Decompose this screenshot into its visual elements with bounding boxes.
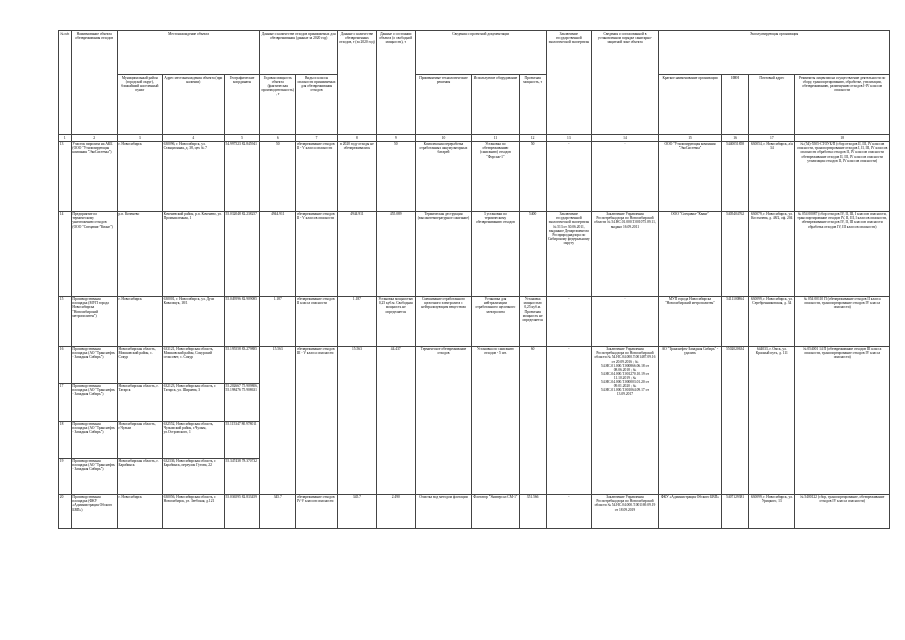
design-capacity: 50 bbox=[519, 141, 546, 211]
capacity: 50 bbox=[260, 141, 296, 211]
header-operator: Эксплуатирующая организация bbox=[659, 31, 890, 75]
table-row bbox=[59, 141, 890, 211]
technology: Очистка вод методом флотации bbox=[415, 494, 472, 528]
table-row bbox=[59, 494, 890, 528]
license: № (54)-5505-СТОУБ/П (сбор отходов II, III, IV классов опасности, транспортирование отходов I, II, III, IV классов опасности обработка отходов II, IV классов опасности обезвреживание отходов II, III, IV классов опасности утилизация отходов II, IV классов опасности) bbox=[795, 141, 890, 211]
header-row-top bbox=[59, 31, 890, 75]
district: г. Новосибирск bbox=[117, 296, 162, 346]
object-name: Производственная площадка (АО "Транснефть - Западная Сибирь") bbox=[71, 346, 117, 383]
column-number: 14 bbox=[591, 135, 658, 141]
address: 632552, Новосибирская область, Чулымский район, г.Чулым, ул.Островского, 1 bbox=[162, 421, 224, 458]
inn: 5407129381 bbox=[721, 494, 748, 528]
column-number: 7 bbox=[296, 135, 338, 141]
coordinates: 55.195558 83.279885 bbox=[224, 346, 260, 383]
equipment: 3 установки по термическому обезвреживанию отходов bbox=[472, 211, 519, 296]
object-name: Предприятие по термическому уничтожению отходов (ООО "Спецавиа-"Кванг") bbox=[71, 211, 117, 296]
design-capacity: 60 bbox=[519, 346, 546, 494]
document-page bbox=[58, 30, 890, 529]
column-number: 16 bbox=[721, 135, 748, 141]
org-name: АО "Транснефть-Западная Сибирь" - удалить bbox=[659, 346, 722, 494]
row-number: 19 bbox=[59, 458, 72, 494]
license: № 054001 14 П (обезвреживание отходов III класса опасности, транспортирование отходов IV класса опасности) bbox=[795, 346, 890, 494]
capacity: 345.7 bbox=[260, 494, 296, 528]
waste-kinds: обезвреживание отходов II - V класса опасности bbox=[296, 141, 338, 211]
design-capacity: 351.566 bbox=[519, 494, 546, 528]
inn: 5411100864 bbox=[721, 296, 748, 346]
subheader-address: Адрес местонахождения объекта (при наличии) bbox=[162, 75, 224, 135]
column-number: 15 bbox=[659, 135, 722, 141]
postal-address: 630099, г. Новосибирск, ул. Серебренниковская, д. 34 bbox=[749, 296, 795, 346]
processed: 4944.911 bbox=[338, 211, 377, 296]
header-number: № п/п bbox=[59, 31, 72, 135]
org-name: ФКУ «Администрация Обского БВП» bbox=[659, 494, 722, 528]
processed: 15.563 bbox=[338, 346, 377, 494]
column-number: 17 bbox=[749, 135, 795, 141]
district: Новосибирская область, Мошковский район, с. Сокур bbox=[117, 346, 162, 383]
district: Новосибирская область, г. Барабинск bbox=[117, 458, 162, 494]
address: 632123, Новосибирская область, г. Татарск, ул. Ширяева, 3 bbox=[162, 383, 224, 421]
row-number: 13 bbox=[59, 141, 72, 211]
address: 630001, г. Новосибирск, ул. Дуси Ковальчук, 18/1 bbox=[162, 296, 224, 346]
object-name: Производственная площадка (АО "Транснефть - Западная Сибирь") bbox=[71, 421, 117, 458]
equipment: Установка по обезвреживанию (сжиганию) отходов "Форсаж-1" bbox=[472, 141, 519, 211]
expertise: - bbox=[546, 141, 591, 211]
district: р.п. Коченево bbox=[117, 211, 162, 296]
expertise: - bbox=[546, 494, 591, 528]
license: № 054 00087 (сбор отходов IV, II, III, I классов опасности, транспортирование отходов IV, II, III, I классов опасности, обезвреживание отходов IV, II, III классов опасности обработка отходов IV, III классов опасности) bbox=[795, 211, 890, 296]
header-project-docs: Сведения о проектной документации bbox=[415, 31, 546, 75]
table-row bbox=[59, 296, 890, 346]
column-number: 5 bbox=[224, 135, 260, 141]
column-number: 11 bbox=[472, 135, 519, 141]
row-number: 17 bbox=[59, 383, 72, 421]
processed: в 2020 году отходы не обезвреживались bbox=[338, 141, 377, 211]
design-capacity: 5400 bbox=[519, 211, 546, 296]
header-expertise: Заключение государственной экологической экспертизы bbox=[546, 31, 591, 135]
subheader-design-capacity: Проектная мощность, т bbox=[519, 75, 546, 135]
technology: Комплексная переработка отработанных аккумуляторных батарей bbox=[415, 141, 472, 211]
address: 630056, Новосибирская область, г. Новосибирск, ул. Зеебская, д.121 bbox=[162, 494, 224, 528]
waste-kinds: обезвреживание отходов II класса опасности bbox=[296, 296, 338, 346]
szz: Заключение Управления Роспотребнадзора по Новосибирской области № 54.НС.04.000.Т.001169.09.19 от 18.09.2019 bbox=[591, 494, 658, 528]
column-number: 8 bbox=[338, 135, 377, 141]
szz: Заключение Управления Роспотребнадзора по Новосибирской области № 54.НС.01.000.Т.001075.09.11, выдано 16.09.2011 bbox=[591, 211, 658, 296]
object-name: Производственная площадка (АО "Транснефть - Западная Сибирь") bbox=[71, 383, 117, 421]
subheader-inn: ИНН bbox=[721, 75, 748, 135]
district: Новосибирская область, г. Татарск bbox=[117, 383, 162, 421]
header-location: Местонахождение объекта bbox=[117, 31, 260, 75]
object-name: Производственная площадка (АО "Транснефть - Западная Сибирь") bbox=[71, 458, 117, 494]
subheader-license: Реквизиты лицензии на осуществление деятельности по сбору, транспортированию, обработке, утилизации, обезвреживанию, размещению отходов I-IV классов опасности bbox=[795, 75, 890, 135]
header-szz: Сведения о согласованной в установленном порядке санитарно-защитной зоне объекта bbox=[591, 31, 658, 135]
column-number: 4 bbox=[162, 135, 224, 141]
free-capacity: 44.437 bbox=[376, 346, 415, 494]
column-number: 2 bbox=[71, 135, 117, 141]
free-capacity: 2.490 bbox=[376, 494, 415, 528]
subheader-tech: Применяемые технологические решения bbox=[415, 75, 472, 135]
subheader-waste-kinds: Виды и классы опасности принимаемых для обезвреживания отходов bbox=[296, 75, 338, 135]
row-number: 20 bbox=[59, 494, 72, 528]
processed: 1.187 bbox=[338, 296, 377, 346]
subheader-capacity: Годовая мощность объекта (фактическая производительность), т bbox=[260, 75, 296, 135]
capacity: 15.563 bbox=[260, 346, 296, 494]
coordinates: 55.036595 82.833459 bbox=[224, 494, 260, 528]
equipment: Флотатор "Универсал СМ-1" bbox=[472, 494, 519, 528]
free-capacity: 50 bbox=[376, 141, 415, 211]
column-number: 18 bbox=[795, 135, 890, 141]
coordinates: 55.049596 82.909085 bbox=[224, 296, 260, 346]
district: г. Новосибирск bbox=[117, 141, 162, 211]
district: г. Новосибирск bbox=[117, 494, 162, 528]
column-number: 10 bbox=[415, 135, 472, 141]
waste-kinds: обезвреживание отходов II - V классов опасности bbox=[296, 211, 338, 296]
postal-address: 630079, г. Новосибирск, ул. Костычева, д. 48/2, оф. 204 bbox=[749, 211, 795, 296]
row-number: 14 bbox=[59, 211, 72, 296]
table-row bbox=[59, 211, 890, 296]
coordinates: 55.202667 75.909806, 55.198476 75.908631 bbox=[224, 383, 260, 421]
org-name: ООО "Утилизирующая компания "ЭкоСистемы" bbox=[659, 141, 722, 211]
column-number: 6 bbox=[260, 135, 296, 141]
subheader-org-name: Краткое наименование организации bbox=[659, 75, 722, 135]
header-accepted-waste: Данные о количестве отходов принимаемых для обезвреживания (данные за 2020 год) bbox=[260, 31, 338, 75]
design-capacity: Установка мощностью 0,25 куб.м. Проектная мощность не определяется bbox=[519, 296, 546, 346]
postal-address: 644033, г. Омск, ул. Красный путь, д. 111 bbox=[749, 346, 795, 494]
waste-kinds: обезвреживание отходов IV-V классов опасности bbox=[296, 494, 338, 528]
column-number: 9 bbox=[376, 135, 415, 141]
processed: 345.7 bbox=[338, 494, 377, 528]
column-number: 1 bbox=[59, 135, 72, 141]
capacity: 4944.911 bbox=[260, 211, 296, 296]
postal-address: 630054, г. Новосибирск, а/я 34 bbox=[749, 141, 795, 211]
license: № 054 00110 П (обезвреживание отходов II класса опасности, транспортирование отходов IV класса опасности) bbox=[795, 296, 890, 346]
address: Коченевский район, р.п. Коченево, ул. Промышленная, 1 bbox=[162, 211, 224, 296]
waste-kinds: обезвреживание отходов III - V класса опасности bbox=[296, 346, 338, 494]
coordinates: 55.032048 82.238257 bbox=[224, 211, 260, 296]
row-number: 18 bbox=[59, 421, 72, 458]
header-free-capacity: Данные о состоянии объекта (о свободной мощности), т bbox=[376, 31, 415, 135]
technology: Термическое обезвреживание отходов bbox=[415, 346, 472, 494]
szz: - bbox=[591, 296, 658, 346]
row-number: 15 bbox=[59, 296, 72, 346]
header-processed: Данные о количестве обезвреженных отходов, т (за 2020 год) bbox=[338, 31, 377, 135]
coordinates: 55.115347 80.978011 bbox=[224, 421, 260, 458]
license: № 5400122 (сбор, транспортирование, обезвреживание отходов IV класса опасности) bbox=[795, 494, 890, 528]
equipment: Установка по сжиганию отходов - 5 шт. bbox=[472, 346, 519, 494]
column-number: 3 bbox=[117, 135, 162, 141]
column-number: 12 bbox=[519, 135, 546, 141]
free-capacity: 455.089 bbox=[376, 211, 415, 296]
technology: Смешивание отработанного щелочного электролита с нейтрализующим веществом bbox=[415, 296, 472, 346]
postal-address: 630099, г. Новосибирск, ул. Урицкого, 13 bbox=[749, 494, 795, 528]
expertise: - bbox=[546, 346, 591, 494]
inn: 5405404762 bbox=[721, 211, 748, 296]
address: 630096, г. Новосибирск, ул. Станционная, д. 38, цех № 7 bbox=[162, 141, 224, 211]
address: 633121, Новосибирская область, Мошковский район, Сокурский сельсовет, с. Сокур bbox=[162, 346, 224, 383]
org-name: МУП города Новосибирска "Новосибирский метрополитен" bbox=[659, 296, 722, 346]
district: Новосибирская область, г.Чулым bbox=[117, 421, 162, 458]
subheader-district: Муниципальный район (городской округ), ближайший населенный пункт bbox=[117, 75, 162, 135]
equipment: Установка для нейтрализации отработанного щелочного электролита bbox=[472, 296, 519, 346]
subheader-equipment: Используемое оборудование bbox=[472, 75, 519, 135]
table-row bbox=[59, 346, 890, 383]
subheader-coords: Географические координаты bbox=[224, 75, 260, 135]
row-number: 16 bbox=[59, 346, 72, 383]
free-capacity: Установка мощностью 0,25 куб.м. Свободная мощность не определяется bbox=[376, 296, 415, 346]
coordinates: 54.997523 82.845941 bbox=[224, 141, 260, 211]
expertise: - bbox=[546, 296, 591, 346]
szz: - bbox=[591, 141, 658, 211]
technology: Термическая деструкция (высокотемпературное сжигание) bbox=[415, 211, 472, 296]
capacity: 1.187 bbox=[260, 296, 296, 346]
org-name: ООО "Спецавиа-"Кванг" bbox=[659, 211, 722, 296]
object-name: Участок пиролиза на АКБ (ООО "Утилизирующая компания "ЭкоСистемы") bbox=[71, 141, 117, 211]
column-number: 13 bbox=[546, 135, 591, 141]
address: 632336, Новосибирская область, г. Барабинск, переулок Гутова, 22 bbox=[162, 458, 224, 494]
expertise: Заключение государственной экологической экспертизы № 513 от 30.06.2011, выданное Департаментом Росприроднадзора по Сибирскому федеральному округу bbox=[546, 211, 591, 296]
object-name: Производственная площадка (ФКУ «Администрация Обского БВП») bbox=[71, 494, 117, 528]
inn: 5502020634 bbox=[721, 346, 748, 494]
header-row-sub bbox=[59, 75, 890, 135]
inn: 5440051858 bbox=[721, 141, 748, 211]
szz: Заключение Управления Роспотребнадзора по Новосибирской области № 54.НС.04.000.Т.001487.09.16 от 20.09.2016 ; № 54.НС.01.000.Т.000866.06.18 от 08.06.2018 ; № 54.НС.04.000.Т.001270.10.19 от 11.10.2019 ; № 54.НС.04.000.Т.000003.01.20 от 09.01.2020 ; № 54.НС.01.000.Т.001064.09.17 от 13.09.2017 bbox=[591, 346, 658, 494]
subheader-postal: Почтовый адрес bbox=[749, 75, 795, 135]
coordinates: 55.347438 78.370732 bbox=[224, 458, 260, 494]
waste-facilities-table bbox=[58, 30, 890, 529]
object-name: Производственная площадка (МУП города Новосибирска "Новосибирский метрополитен") bbox=[71, 296, 117, 346]
header-object-name: Наименование объекта обезвреживания отходов bbox=[71, 31, 117, 135]
